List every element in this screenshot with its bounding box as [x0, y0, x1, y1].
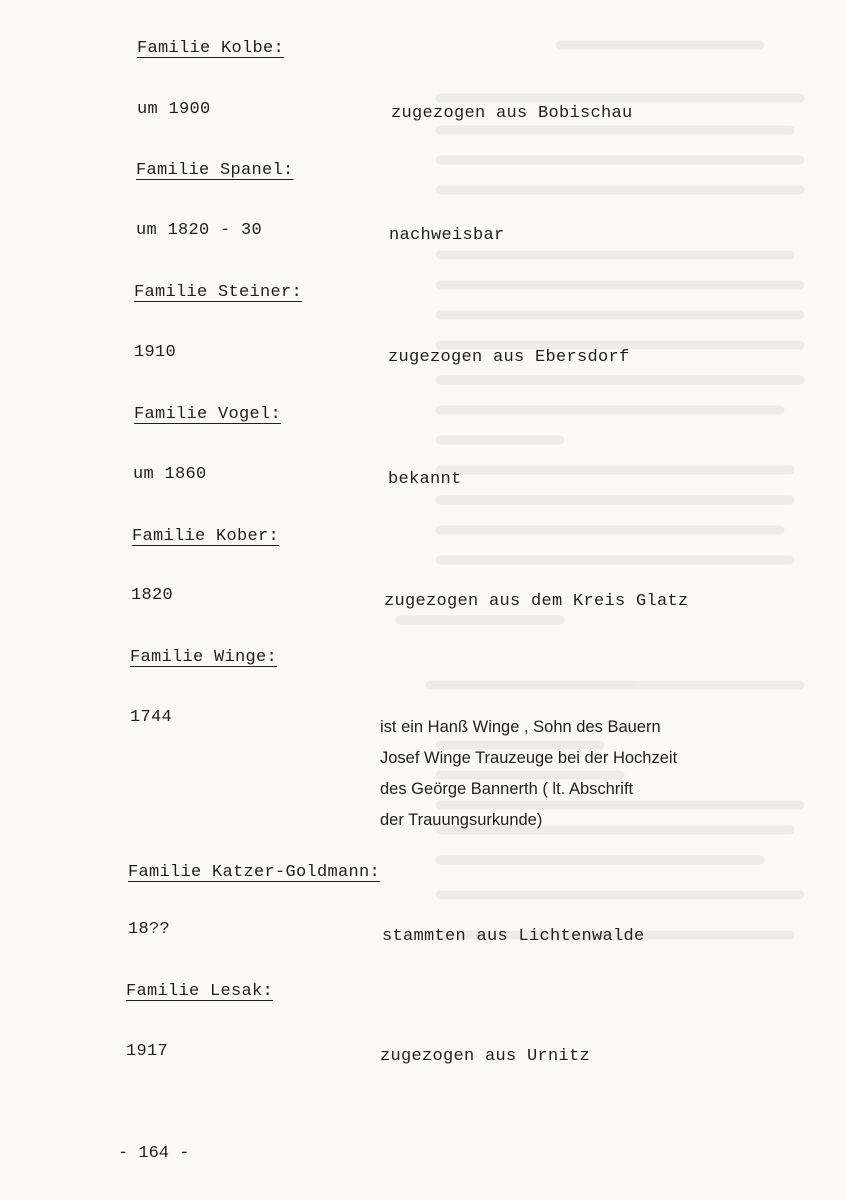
family-heading-katzer-goldmann: Familie Katzer-Goldmann: — [128, 863, 381, 882]
entry-description-kober: zugezogen aus dem Kreis Glatz — [384, 592, 689, 611]
family-heading-winge: Familie Winge: — [130, 648, 278, 667]
winge-description-line-2: Josef Winge Trauzeuge bei der Hochzeit — [380, 749, 678, 767]
family-heading-steiner: Familie Steiner: — [134, 283, 303, 302]
entry-year-vogel: um 1860 — [133, 465, 207, 484]
family-heading-kober: Familie Kober: — [132, 527, 280, 546]
page-number: - 164 - — [118, 1144, 190, 1163]
entry-description-vogel: bekannt — [388, 470, 462, 489]
entry-description-steiner: zugezogen aus Ebersdorf — [388, 348, 630, 367]
family-heading-vogel: Familie Vogel: — [134, 405, 282, 424]
entry-description-lesak: zugezogen aus Urnitz — [380, 1047, 591, 1066]
winge-description-line-1: ist ein Hanß Winge , Sohn des Bauern — [380, 718, 661, 736]
entry-description-spanel: nachweisbar — [389, 226, 505, 245]
entry-description-katzer-goldmann: stammten aus Lichtenwalde — [382, 927, 645, 946]
entry-year-lesak: 1917 — [126, 1042, 169, 1061]
family-heading-spanel: Familie Spanel: — [136, 161, 294, 180]
entry-year-kober: 1820 — [131, 586, 174, 605]
entry-year-spanel: um 1820 - 30 — [136, 221, 263, 240]
entry-description-kolbe: zugezogen aus Bobischau — [391, 104, 633, 123]
entry-year-kolbe: um 1900 — [137, 100, 211, 119]
entry-year-winge: 1744 — [130, 708, 173, 727]
winge-description-line-3: des Geörge Bannerth ( lt. Abschrift — [380, 780, 634, 798]
family-heading-lesak: Familie Lesak: — [126, 982, 274, 1001]
entry-description-winge — [380, 712, 800, 836]
winge-description-line-4: der Trauungsurkunde) — [380, 811, 543, 829]
entry-year-katzer-goldmann: 18?? — [128, 920, 171, 939]
family-heading-kolbe: Familie Kolbe: — [137, 39, 285, 58]
entry-year-steiner: 1910 — [134, 343, 177, 362]
